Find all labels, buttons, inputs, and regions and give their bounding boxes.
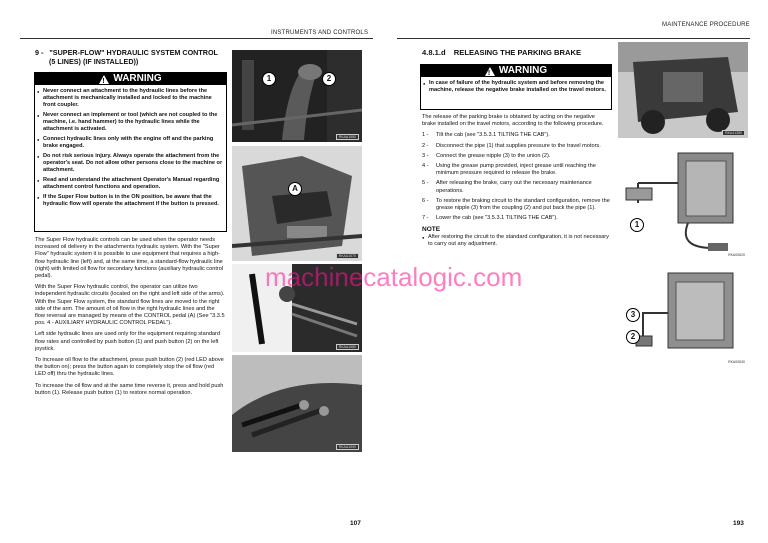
warning-item: ● Do not risk serious injury. Always operate the attachment from the operator's seat. Do not allow other persons close to the machine or attachment.: [37, 153, 224, 174]
callout-1: 1: [262, 72, 276, 86]
warning-triangle-icon: [485, 67, 495, 76]
step-item: 4 - Using the grease pump provided, inject grease until reaching the minimum pressure required to release the brake.: [422, 163, 596, 177]
warning-item: ● In case of failure of the hydraulic system and before removing the machine, release the negative brake installed on the travel motors.: [423, 80, 609, 94]
paragraph: To increase oil flow to the attachment, press push button (2) (red LED above the button on); press the button again to completely stop the oil flow (red LED off) thru the hydraulic lines.: [35, 357, 224, 378]
warning-item: ● Read and understand the attachment Operator's Manual regarding attachment control functions and operation.: [37, 177, 224, 191]
right-warning-box: [420, 64, 612, 110]
photo-code: RKAA1580: [336, 344, 359, 350]
pedal-photo: [232, 146, 362, 261]
step-item: 3 - Connect the grease nipple (3) to the union (2).: [422, 152, 551, 159]
step-item: 6 - To restore the braking circuit to the standard configuration, remove the grease nipple (3) from the coupling (2) and put back the pipe (1).: [422, 197, 610, 212]
left-section-title: [35, 48, 235, 66]
brake-diagram-1: [618, 143, 748, 263]
note-item: ● After restoring the circuit to the standard configuration, it is not necessary to carry out any adjustment.: [422, 234, 610, 248]
warning-item: ● Connect hydraulic lines only with the engine off and the parking brake engaged.: [37, 136, 224, 150]
warning-header: [421, 65, 611, 77]
callout-3: 3: [626, 308, 640, 322]
paragraph: Left side hydraulic lines are used only for the equipment requiring standard flow rates and controlled by push button (1) and push button (2) on the left joystick.: [35, 331, 221, 352]
brake-diagram-2: [618, 268, 748, 366]
machine-photo: [618, 42, 748, 138]
machine-illustration: [618, 42, 748, 138]
photo-code: RKA41380: [722, 130, 745, 136]
left-warning-box: [34, 72, 227, 232]
warning-item: ● Never connect an attachment to the hydraulic lines before the attachment is mechanically installed and locked to the machine front coupler.: [37, 88, 224, 109]
right-body-text: [422, 114, 610, 251]
left-page-header: INSTRUMENTS AND CONTROLS: [271, 30, 369, 36]
paragraph: To increase the oil flow and at the same time reverse it, press and hold push button (1). Release push button (1) to restore normal operation.: [35, 382, 224, 396]
intro-paragraph: The release of the parking brake is obtained by acting on the negative brake installed on the travel motors, according to the following procedure.: [422, 114, 604, 128]
paragraph: The Super Flow hydraulic controls can be used when the operator needs increased oil delivery in the attachments hydraulic system. With the "Super Flow" hydraulic system it is possible to use equipment that requires a high-flow hydraulic line (left) and, at the same time, a standard-flow hydraulic line (right) with limited oil flow for secondary functions (auxiliary hydraulic control pedal).: [35, 237, 224, 280]
section-title: RELEASING THE PARKING BRAKE: [453, 48, 582, 57]
section-number: 9 -: [35, 48, 44, 57]
photo-code: RKAA1550: [336, 134, 359, 140]
watermark-text: machinecatalogic.com: [265, 262, 523, 292]
warning-header: [35, 73, 226, 85]
section-title-line1: "SUPER-FLOW" HYDRAULIC SYSTEM CONTROL: [49, 48, 218, 57]
left-header-rule: [20, 38, 373, 39]
couplers-illustration: [232, 355, 362, 452]
pedal-illustration: [232, 146, 362, 261]
paragraph: With the Super Flow hydraulic control, the operator can utilize two independent hydraulic circuits (located on the right and left side of the arms). With the Super Flow system, the standard flow lines are moved to the right side of the arm. The amount of oil flow in the right hydraulic lines and the flow reversal are managed by means of the CONTROL pedal (A) (See "3.3.5 pos. 4 - AUXILIARY HYDRAULIC CONTROL PEDAL").: [35, 284, 225, 327]
note-title: NOTE: [422, 226, 441, 234]
left-body-text: [35, 237, 225, 401]
callout-2: 2: [626, 330, 640, 344]
right-header-rule: [397, 38, 750, 39]
joystick-illustration: [232, 50, 362, 142]
callout-a: A: [288, 182, 302, 196]
photo-code: RKA00630: [728, 360, 745, 364]
warning-item: ● If the Super Flow button is in the ON position, be aware that the hydraulic flow will operate the attachment if the button is pressed.: [37, 194, 224, 208]
joystick-photo: [232, 50, 362, 142]
warning-label: WARNING: [498, 65, 548, 76]
couplers-photo: [232, 355, 362, 452]
step-item: 7 - Lower the cab (see "3.5.3.1 TILTING THE CAB").: [422, 215, 558, 222]
right-page-header: MAINTENANCE PROCEDURE: [662, 22, 750, 28]
warning-list: [421, 77, 611, 94]
photo-code: RKAA1590: [336, 444, 359, 450]
photo-code: RKAA1570: [336, 253, 359, 259]
step-item: 5 - After releasing the brake, carry out the necessary maintenance operations.: [422, 180, 592, 194]
warning-label: WARNING: [113, 73, 162, 84]
warning-item: ● Never connect an implement or tool (which are not coupled to the machine, i.e. hand hammer) to the hydraulic lines while the attachment is activated.: [37, 112, 224, 133]
warning-list: [35, 85, 226, 208]
step-item: 2 - Disconnect the pipe (1) that supplies pressure to the travel motors.: [422, 142, 601, 149]
right-section-title: [422, 48, 622, 57]
brake-diagram-illustration: [618, 143, 748, 263]
callout-1: 1: [630, 218, 644, 232]
section-number: 4.8.1.d: [422, 48, 446, 57]
right-page-number: 193: [733, 520, 744, 527]
procedure-steps: [422, 132, 610, 222]
step-item: 1 - Tilt the cab (see "3.5.3.1 TILTING THE CAB").: [422, 132, 550, 139]
photo-code: RKA00620: [728, 253, 745, 257]
section-title-line2: (5 LINES) (IF INSTALLED)): [49, 57, 139, 66]
warning-triangle-icon: [99, 75, 109, 84]
left-page-number: 107: [350, 520, 361, 527]
callout-2: 2: [322, 72, 336, 86]
